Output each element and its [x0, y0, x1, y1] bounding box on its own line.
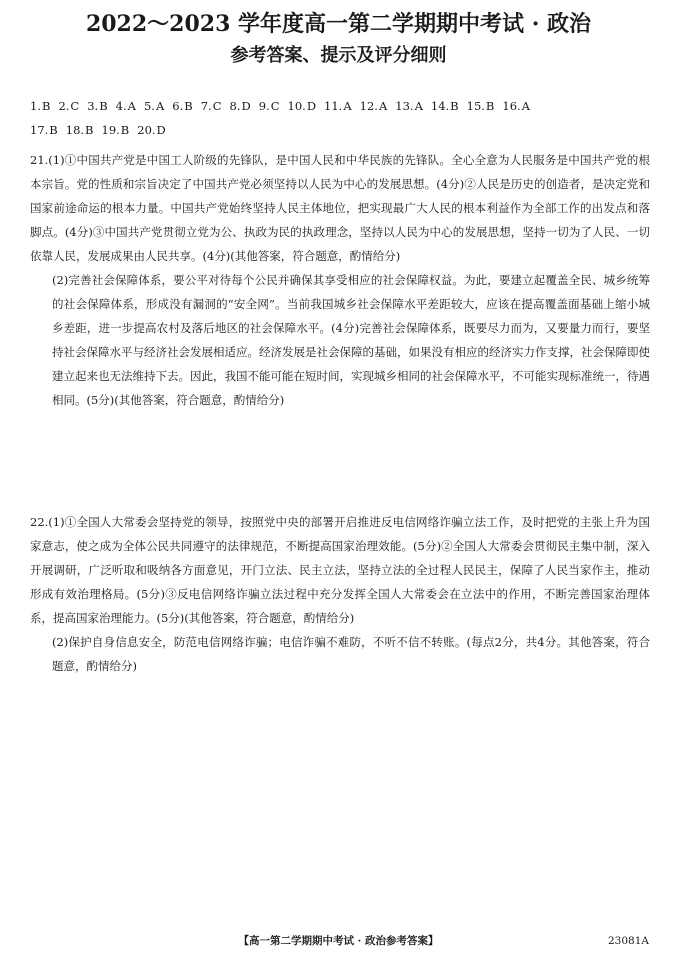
answer-number: 20. — [137, 123, 156, 137]
answer-item — [66, 118, 94, 142]
answer-value: C — [70, 99, 80, 113]
footer-code: 23081A — [608, 935, 649, 947]
answer-number: 7. — [200, 99, 212, 113]
answer-number: 19. — [101, 123, 120, 137]
answer-item — [172, 94, 192, 118]
answer-number: 16. — [502, 99, 521, 113]
question-21-part-1: 21.(1)①中国共产党是中国工人阶级的先锋队，是中国人民和中华民族的先锋队。全心全意为人民服务是中国共产党的根本宗旨。党的性质和宗旨决定了中国共产党必须坚持以人民为中心的发展思想。(4分)②人民是历史的创造者，是决定党和国家前途命运的根本力量。中国共产党始终坚持人民主体地位，把实现最广大人民的根本利益作为全部工作的出发点和落脚点。(4分)③中国共产党贯彻立党为公、执政为民的执政理念，坚持以人民为中心的发展思想，坚持一切为了人民、一切依靠人民，发展成果由人民共享。(4分)(其他答案，符合题意，酌情给分) — [30, 153, 650, 263]
answer-item — [431, 94, 459, 118]
answer-item — [324, 94, 352, 118]
answer-item — [58, 94, 79, 118]
answer-number: 8. — [229, 99, 241, 113]
answer-item — [467, 94, 495, 118]
answer-number: 5. — [143, 99, 155, 113]
answer-value: B — [184, 99, 193, 113]
page-subtitle: 参考答案、提示及评分细则 — [230, 45, 447, 66]
answer-item — [30, 94, 50, 118]
answer-value: B — [41, 99, 51, 113]
answer-value: A — [127, 99, 136, 113]
answer-value: B — [450, 99, 459, 113]
answer-number: 11. — [324, 99, 343, 113]
answer-value: D — [306, 99, 317, 113]
answer-item — [502, 94, 530, 118]
answer-number: 15. — [466, 99, 485, 113]
answer-number: 6. — [172, 99, 184, 113]
answer-value: A — [414, 99, 423, 113]
page-title: 2022～2023 学年度高一第二学期期中考试 · 政治 — [85, 11, 592, 37]
answer-value: C — [270, 99, 280, 113]
answers-row-2 — [30, 118, 660, 142]
answer-value: B — [120, 123, 130, 137]
answers-row-1 — [30, 94, 660, 118]
answer-value: A — [343, 99, 352, 113]
answer-value: B — [49, 123, 58, 137]
answer-number: 3. — [87, 99, 99, 113]
answer-item — [30, 118, 58, 142]
answer-item — [116, 94, 136, 118]
answer-value: B — [99, 99, 108, 113]
answer-number: 9. — [258, 99, 270, 113]
answer-value: B — [85, 123, 94, 137]
answer-value: A — [521, 99, 530, 113]
question-22-part-1: 22.(1)①全国人大常委会坚持党的领导，按照党中央的部署开启推进反电信网络诈骗立法工作，及时把党的主张上升为国家意志，使之成为全体公民共同遵守的法律规范，不断提高国家治理效能。(5分)②全国人大常委会贯彻民主集中制，深入开展调研，广泛听取和吸纳各方面意见，开门立法、民主立法，坚持立法的全过程人民民主，保障了人民当家作主，推动形成有效治理格局。(5分)③反电信网络诈骗立法过程中充分发挥全国人大常委会在立法中的作用，不断完善国家治理体系，提高国家治理能力。(5分)(其他答案，符合题意，酌情给分) — [30, 515, 650, 625]
answer-item — [102, 118, 130, 142]
question-22-part-2: (2)保护自身信息安全，防范电信网络诈骗；电信诈骗不难防，不听不信不转账。(每点2分，共4分。其他答案，符合题意，酌情给分) — [52, 635, 650, 673]
answer-value: C — [212, 99, 222, 113]
question-21-part-2: (2)完善社会保障体系，要公平对待每个公民并确保其享受相应的社会保障权益。为此，要建立起覆盖全民、城乡统筹的社会保障体系，形成没有漏洞的“安全网”。当前我国城乡社会保障水平差距较大，应该在提高覆盖面基础上缩小城乡差距，进一步提高农村及落后地区的社会保障水平。(4分)完善社会保障体系，既要尽力而为，又要量力而行，要坚持社会保障水平与经济社会发展相适应。经济发展是社会保障的基础，如果没有相应的经济实力作支撑，社会保障即使建立起来也无法维持下去。因此，我国不能可能在短时间，实现城乡相同的社会保障水平，不可能实现标准统一，待遇相同。(5分)(其他答案，符合题意，酌情给分) — [52, 273, 650, 407]
answer-item — [360, 94, 388, 118]
footer-title: 【高一第二学期期中考试 · 政治参考答案】 — [238, 935, 439, 947]
answer-number: 17. — [30, 123, 49, 137]
answer-value: D — [156, 123, 166, 137]
answer-number: 13. — [395, 99, 414, 113]
answer-value: D — [241, 99, 251, 113]
answer-number: 2. — [58, 99, 70, 113]
answer-item — [230, 94, 251, 118]
answer-item — [137, 118, 166, 142]
answer-number: 14. — [430, 99, 450, 113]
answer-item — [259, 94, 280, 118]
question-22-answer — [30, 510, 650, 678]
answer-item — [201, 94, 222, 118]
answer-item — [288, 94, 317, 118]
answer-item — [395, 94, 423, 118]
answer-item — [87, 94, 107, 118]
multiple-choice-answers — [30, 94, 660, 142]
answer-number: 4. — [115, 99, 127, 113]
answer-number: 1. — [30, 99, 41, 113]
answer-value: A — [378, 99, 388, 113]
question-21-answer — [30, 148, 650, 412]
answer-number: 10. — [287, 99, 306, 113]
answer-item — [144, 94, 164, 118]
answer-value: B — [485, 99, 495, 113]
answer-number: 18. — [65, 123, 85, 137]
answer-number: 12. — [359, 99, 378, 113]
answer-value: A — [155, 99, 165, 113]
